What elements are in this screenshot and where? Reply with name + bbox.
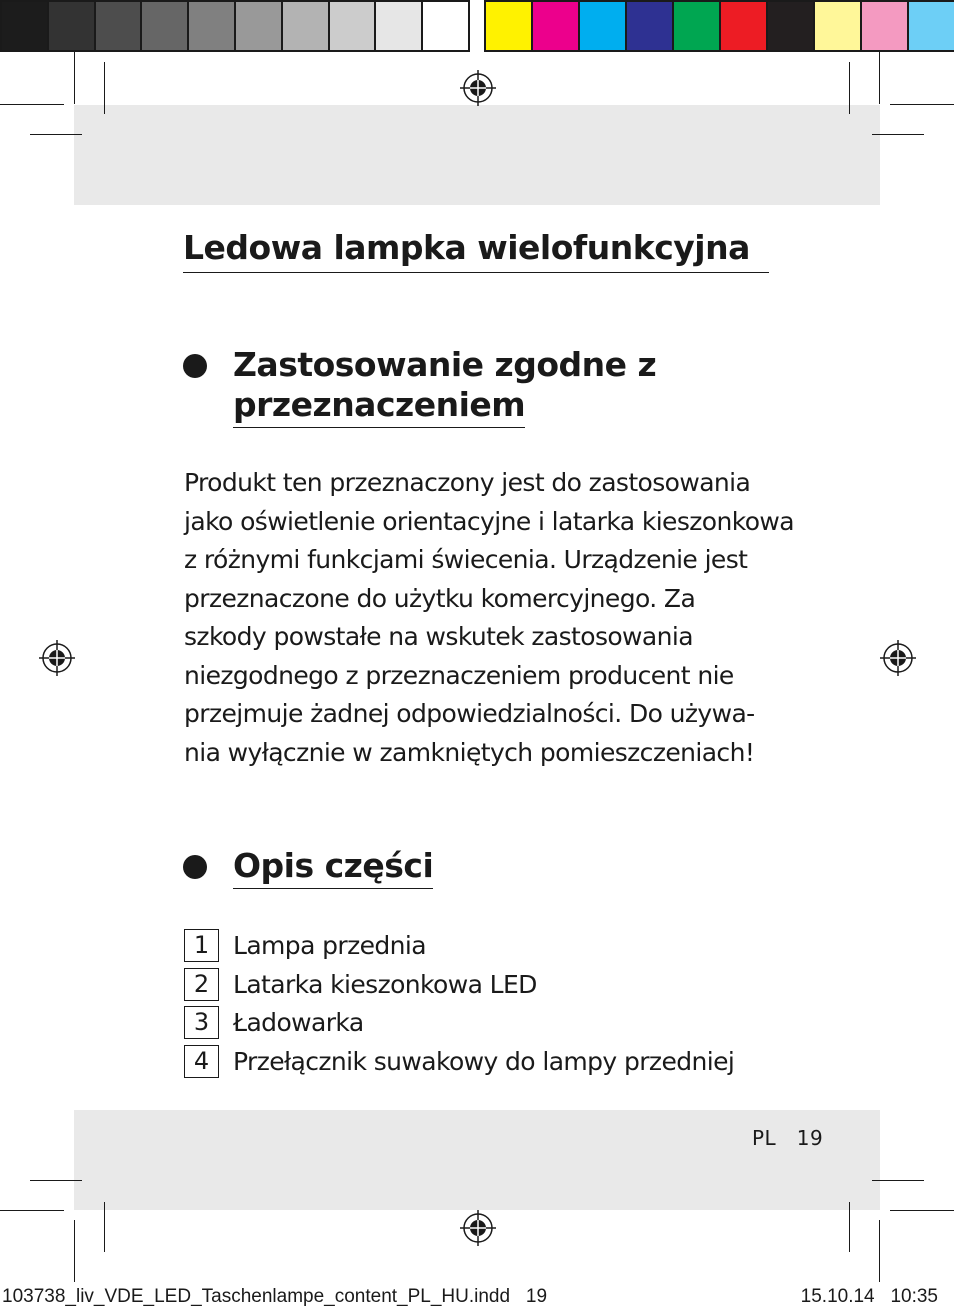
crop-mark [30, 1180, 82, 1181]
gray-swatch [283, 2, 328, 50]
gray-swatch [96, 2, 141, 50]
part-number: 2 [184, 968, 219, 1001]
page-number: PL 19 [752, 1126, 824, 1150]
crop-mark [890, 1210, 954, 1211]
color-swatch [580, 2, 625, 50]
crop-mark [0, 1210, 64, 1211]
part-label: Latarka kieszonkowa LED [233, 969, 537, 999]
paragraph-line: przeznaczone do użytku komercyjnego. Za [184, 583, 696, 613]
paragraph-line: przejmuje żadnej odpowiedzialności. Do używa- [184, 699, 755, 728]
color-swatch [768, 2, 813, 50]
crop-mark [879, 1220, 880, 1282]
color-swatch [909, 2, 954, 50]
heading-line: Zastosowanie zgodne z [233, 345, 657, 384]
color-swatch [721, 2, 766, 50]
registration-mark-icon [458, 1208, 498, 1248]
gray-swatch [142, 2, 187, 50]
gray-swatch [423, 2, 468, 50]
gray-swatch [376, 2, 421, 50]
color-swatch [862, 2, 907, 50]
color-swatch [533, 2, 578, 50]
registration-mark-icon [878, 638, 918, 678]
paragraph-line: nia wyłącznie w zamkniętych pomieszczeniach! [184, 737, 755, 767]
color-swatch [815, 2, 860, 50]
header-band [74, 105, 880, 205]
part-label: Przełącznik suwakowy do lampy przedniej [233, 1046, 735, 1076]
part-label: Ładowarka [233, 1008, 364, 1037]
crop-mark [890, 104, 954, 105]
crop-mark [849, 62, 850, 114]
crop-mark [104, 62, 105, 114]
slug-filename: 103738_liv_VDE_LED_Taschenlampe_content_PL_HU.indd 19 [2, 1286, 548, 1307]
paragraph-line: niezgodnego z przeznaczeniem producent nie [184, 660, 734, 690]
gray-swatch [189, 2, 234, 50]
usage-paragraph [184, 464, 794, 772]
color-swatch [486, 2, 531, 50]
section-heading-usage [233, 345, 793, 428]
crop-mark [104, 1202, 105, 1252]
crop-mark [849, 1202, 850, 1252]
registration-mark-icon [37, 638, 77, 678]
document-title: Ledowa lampka wielofunkcyjna [183, 228, 769, 273]
crop-mark [0, 104, 64, 105]
part-number: 4 [184, 1045, 219, 1078]
crop-mark [30, 134, 82, 135]
crop-mark [872, 134, 924, 135]
gray-swatch [49, 2, 94, 50]
bullet-icon [183, 354, 207, 378]
process-color-bar [484, 0, 954, 52]
part-number: 3 [184, 1006, 219, 1039]
color-swatch [674, 2, 719, 50]
paragraph-line: szkody powstałe na wskutek zastosowania [184, 622, 693, 651]
crop-mark [74, 52, 75, 104]
paragraph-line: jako oświetlenie orientacyjne i latarka kieszonkowa [184, 506, 794, 536]
section-heading-parts [233, 846, 433, 889]
gray-swatch [236, 2, 281, 50]
gray-swatch [330, 2, 375, 50]
heading-line: przeznaczeniem [233, 385, 525, 428]
part-number: 1 [184, 929, 219, 962]
footer-band [74, 1110, 880, 1210]
crop-mark [872, 1180, 924, 1181]
heading-line: Opis części [233, 846, 433, 889]
paragraph-line: Produkt ten przeznaczony jest do zastosowania [184, 468, 751, 497]
bullet-icon [183, 855, 207, 879]
paragraph-line: z różnymi funkcjami świecenia. Urządzenie jest [184, 545, 748, 574]
slug-datetime: 15.10.14 10:35 [800, 1286, 938, 1307]
print-slug [2, 1286, 942, 1308]
part-label: Lampa przednia [233, 931, 426, 960]
crop-mark [74, 1220, 75, 1282]
color-swatch [627, 2, 672, 50]
crop-mark [879, 52, 880, 104]
registration-mark-icon [458, 68, 498, 108]
gray-swatch [2, 2, 47, 50]
grayscale-color-bar [0, 0, 470, 52]
